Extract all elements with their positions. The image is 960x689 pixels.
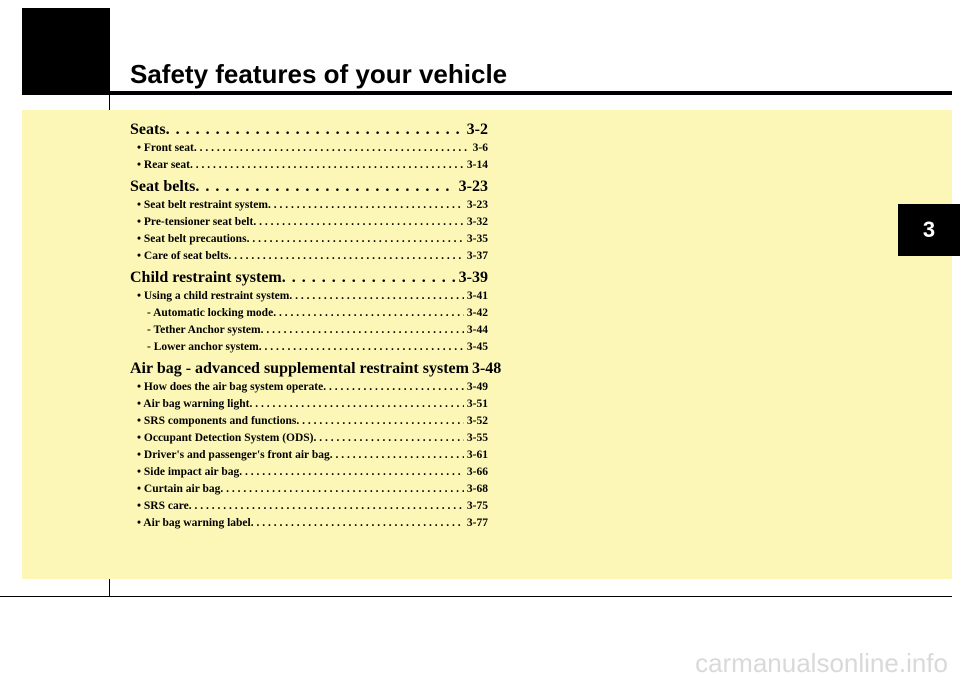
toc-entry-label: Seat belts (130, 178, 196, 195)
toc-dot-leader (330, 447, 464, 464)
toc-subsection-entry[interactable] (130, 379, 488, 396)
title-rule (22, 91, 952, 95)
toc-subsection-entry[interactable] (130, 305, 488, 322)
toc-page-number: 3-14 (466, 159, 488, 171)
toc-dot-leader (296, 413, 464, 430)
toc-entry-label: • Front seat (137, 142, 194, 154)
toc-page-number: 3-35 (466, 233, 488, 245)
toc-page-number: 3-44 (466, 324, 488, 336)
toc-dot-leader (253, 214, 464, 231)
toc-dot-leader (314, 430, 464, 447)
toc-entry-label: Air bag - advanced supplemental restraint system (130, 360, 469, 377)
toc-subsection-entry[interactable] (130, 322, 488, 339)
chapter-corner-block (22, 8, 109, 93)
toc-subsection-entry[interactable] (130, 515, 488, 532)
toc-section-entry[interactable] (130, 120, 488, 140)
toc-dot-leader (166, 120, 464, 140)
toc-entry-label: • Air bag warning light (137, 398, 250, 410)
toc-page-number: 3-39 (458, 269, 488, 286)
toc-dot-leader (228, 248, 464, 265)
toc-entry-label: • Pre-tensioner seat belt (137, 216, 254, 228)
toc-subsection-entry[interactable] (130, 464, 488, 481)
toc-entry-label: - Tether Anchor system (147, 324, 261, 336)
toc-page-number: 3-41 (466, 290, 488, 302)
toc-dot-leader (289, 288, 464, 305)
toc-subsection-entry[interactable] (130, 413, 488, 430)
toc-subsection-entry[interactable] (130, 197, 488, 214)
toc-subsection-entry[interactable] (130, 288, 488, 305)
toc-subsection-entry[interactable] (130, 214, 488, 231)
toc-subsection-entry[interactable] (130, 430, 488, 447)
watermark: carmanualsonline.info (695, 648, 948, 678)
toc-entry-label: • Side impact air bag (137, 466, 240, 478)
toc-dot-leader (190, 157, 464, 174)
table-of-contents (130, 120, 502, 532)
toc-dot-leader (282, 268, 456, 288)
toc-dot-leader (251, 515, 464, 532)
toc-entry-label: • Seat belt restraint system (137, 199, 268, 211)
bottom-rule (0, 596, 952, 597)
toc-subsection-entry[interactable] (130, 339, 488, 356)
toc-entry-label: • Seat belt precautions (137, 233, 247, 245)
toc-entry-label: • SRS care (137, 500, 189, 512)
toc-entry-label: • Curtain air bag (137, 483, 221, 495)
toc-entry-label: • Occupant Detection System (ODS) (137, 432, 314, 444)
toc-subsection-entry[interactable] (130, 396, 488, 413)
toc-dot-leader (194, 140, 470, 157)
toc-page-number: 3-48 (471, 360, 502, 377)
toc-subsection-entry[interactable] (130, 447, 488, 464)
toc-entry-label: Seats (130, 121, 166, 138)
toc-entry-label: • Air bag warning label (137, 517, 251, 529)
toc-page-number: 3-77 (466, 517, 488, 529)
toc-subsection-entry[interactable] (130, 157, 488, 174)
toc-section-entry[interactable] (130, 177, 488, 197)
toc-entry-label: • SRS components and functions (137, 415, 297, 427)
toc-page-number: 3-75 (466, 500, 488, 512)
toc-subsection-entry[interactable] (130, 481, 488, 498)
toc-page-number: 3-55 (466, 432, 488, 444)
toc-subsection-entry[interactable] (130, 248, 488, 265)
toc-page-number: 3-23 (458, 178, 488, 195)
toc-entry-label: • Rear seat (137, 159, 190, 171)
toc-dot-leader (195, 177, 455, 197)
toc-subsection-entry[interactable] (130, 231, 488, 248)
toc-entry-label: • Using a child restraint system (137, 290, 290, 302)
toc-page-number: 3-45 (466, 341, 488, 353)
toc-dot-leader (249, 396, 463, 413)
toc-page-number: 3-52 (466, 415, 488, 427)
toc-dot-leader (220, 481, 464, 498)
toc-subsection-entry[interactable] (130, 498, 488, 515)
toc-dot-leader (189, 498, 464, 515)
toc-section-entry[interactable] (130, 268, 488, 288)
toc-dot-leader (268, 197, 464, 214)
toc-page-number: 3-32 (466, 216, 488, 228)
toc-section-entry[interactable] (130, 359, 502, 379)
toc-page-number: 3-23 (466, 199, 488, 211)
toc-page-number: 3-61 (466, 449, 488, 461)
toc-subsection-entry[interactable] (130, 140, 488, 157)
toc-page-number: 3-51 (466, 398, 488, 410)
toc-dot-leader (259, 339, 464, 356)
toc-page-number: 3-37 (466, 250, 488, 262)
toc-dot-leader (261, 322, 464, 339)
page-title: Safety features of your vehicle (130, 59, 508, 89)
toc-page-number: 3-49 (466, 381, 488, 393)
toc-entry-label: - Automatic locking mode (147, 307, 274, 319)
toc-dot-leader (323, 379, 464, 396)
toc-page-number: 3-6 (472, 142, 488, 154)
toc-dot-leader (239, 464, 464, 481)
toc-page-number: 3-68 (466, 483, 488, 495)
toc-dot-leader (247, 231, 464, 248)
toc-entry-label: Child restraint system (130, 269, 282, 286)
toc-entry-label: • Driver's and passenger's front air bag (137, 449, 330, 461)
toc-entry-label: • How does the air bag system operate (137, 381, 324, 393)
toc-page-number: 3-66 (466, 466, 488, 478)
chapter-tab[interactable]: 3 (898, 204, 960, 256)
toc-page-number: 3-42 (466, 307, 488, 319)
toc-dot-leader (273, 305, 464, 322)
toc-page-number: 3-2 (466, 121, 488, 138)
toc-entry-label: • Care of seat belts (137, 250, 229, 262)
toc-entry-label: - Lower anchor system (147, 341, 259, 353)
